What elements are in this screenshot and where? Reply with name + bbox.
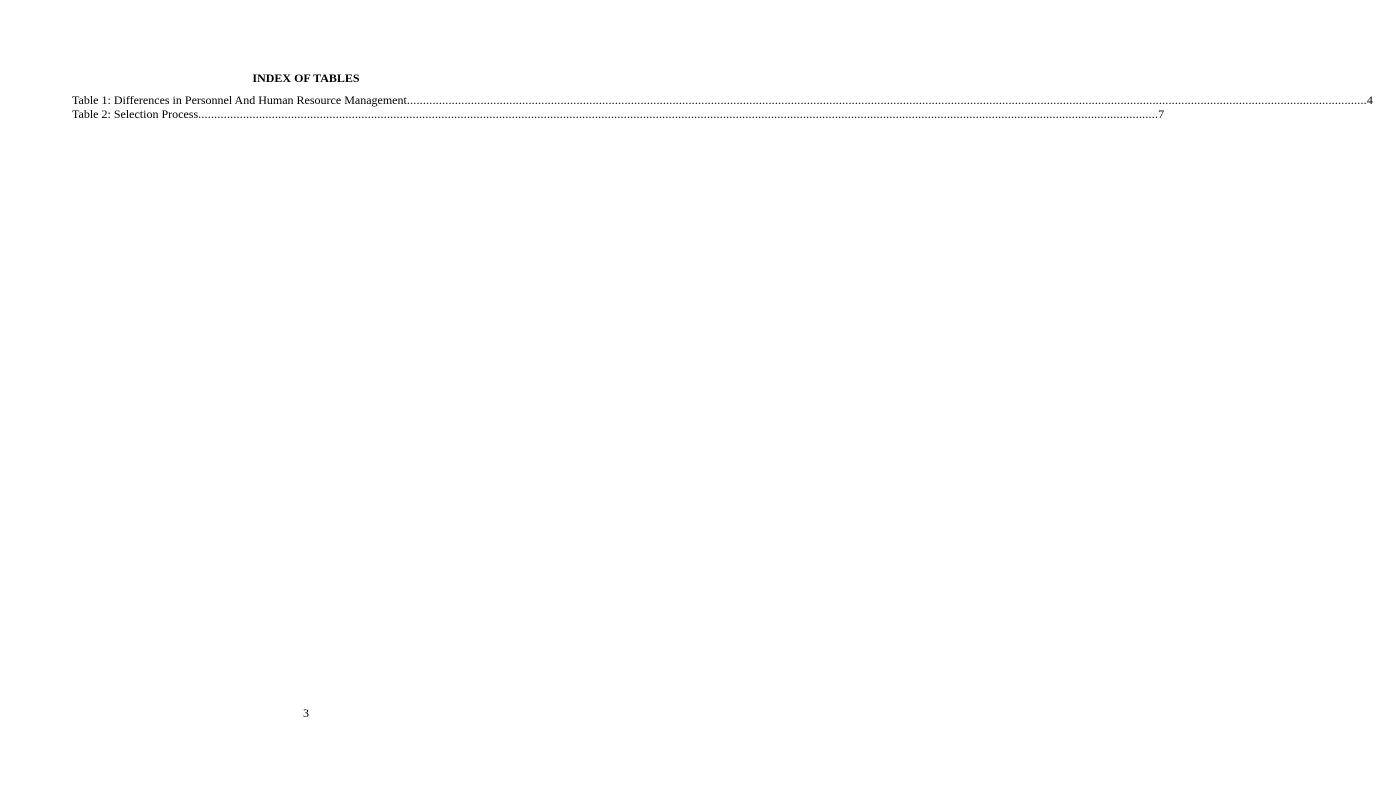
table-index-list: [72, 93, 1373, 121]
toc-entry-label: Table 2: Selection Process: [72, 107, 199, 121]
index-title: INDEX OF TABLES: [252, 71, 360, 85]
toc-entry[interactable]: [72, 93, 1373, 107]
page-number: 3: [303, 706, 309, 720]
toc-entry-page: 4: [1366, 93, 1373, 107]
toc-entry-page: 7: [1158, 107, 1165, 121]
toc-entry-label: Table 1: Differences in Personnel And Human Resource Management: [72, 93, 407, 107]
dot-leader: ............................................................................................................................................................................................................................................................................................................: [406, 93, 1367, 107]
toc-entry[interactable]: [72, 107, 1165, 121]
dot-leader: ............................................................................................................................................................................................................................................................................................................: [198, 107, 1159, 121]
